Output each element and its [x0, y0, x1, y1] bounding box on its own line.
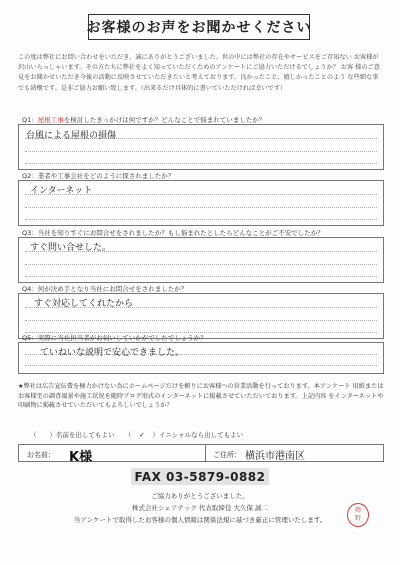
intro-text: この度は弊社にお問い合わせをいただき、誠にありがとうございました。世の中には弊社の存在やサービスをご存知ない お客様が沢山いらっしゃいます。その方たちに弊社をよく知っていただくためのアンケートにご協力いただけるでしょうか？ お客 様のご意見をお聞かせいただき今後の活動に反映させていただきたいと考えております。良かったこと、嬉しかったことのよう な些細な事でも結構です。是非ご協力お願い致します。（出来るだけ具体的に書いていただければ幸いです） — [18, 54, 380, 92]
thanks-text: ご協力ありがとうございました。 — [151, 492, 249, 500]
question-5-label: Q5：実際に当社担当者がお伺いしていかがでしたでしょうか？ — [22, 334, 207, 342]
address-value: 横浜市港南区 — [245, 451, 305, 462]
name-label: お名前： — [27, 451, 55, 459]
answer-rule — [25, 264, 377, 265]
question-1-prefix: Q1： — [22, 116, 38, 124]
company-name: 株式会社シェアテック 代表取締役 大久保 誠二 — [131, 504, 269, 512]
answer-rule — [25, 276, 377, 277]
answer-rule — [25, 163, 377, 164]
page-title: お客様のお声をお聞かせください — [88, 14, 310, 40]
consent-options — [30, 430, 259, 439]
question-1-label — [22, 115, 265, 124]
question-4-label: Q4：何が決め手となり当社にお問合せをされましたか？ — [22, 285, 188, 293]
consent-option-initial-label: ）イニシャルなら出してもよい — [152, 431, 244, 439]
consent-paren-open: （ — [124, 431, 132, 439]
question-1-suffix: を検討したきっかけは何ですか？どんなことで悩まれていましたか？ — [63, 116, 266, 124]
seal-stamp-icon — [347, 503, 369, 527]
question-5-answer: ていねいな説明で安心できました。 — [40, 348, 185, 358]
name-value: K様 — [69, 450, 93, 465]
fax-number: FAX 03-5879-0882 — [131, 468, 269, 485]
consent-option-name[interactable]: （ ）名前を出してもよい — [30, 431, 115, 439]
question-3-answer: すぐ問い合せした。 — [30, 243, 112, 253]
address-label: ご住所： — [213, 451, 241, 459]
question-2-answer: インターネット — [30, 186, 93, 196]
check-mark-icon: ✓ — [139, 431, 145, 439]
answer-rule — [25, 320, 377, 321]
answer-rule — [25, 365, 377, 366]
consent-option-initial[interactable] — [125, 431, 252, 439]
info-divider — [205, 445, 206, 461]
question-2-label: Q2：業者や工事会社をどのように探されましたか？ — [22, 172, 175, 180]
question-3-label: Q3：当社を知りすぐにお問合せをされましたか？もし悩まれたとしたらどんなことがご不安でしたか？ — [22, 229, 324, 237]
question-1-highlight: 屋根工事 — [37, 116, 64, 124]
question-4-answer: すぐ対応してくれたから — [34, 299, 134, 309]
answer-rule — [25, 207, 377, 208]
privacy-note: 当アンケートで取得したお客様の個人情報は関係法規に基づき厳正に管理いたします。 — [73, 516, 327, 524]
answer-rule — [25, 219, 377, 220]
stamp-char-2: 野 — [354, 515, 361, 522]
publication-note: ★弊社は広告宣伝費を極力かけない為にホームページだけを頼りにお客様への営業活動を行っております。本アンケート 用紙またはお客様宅の調査風景や施工状況を随時ブログ形式のインターネットに掲載させていただいております。上記内容 をインターネットや印刷物に掲載させていただいてもよろしいでしょうか？ — [18, 383, 384, 410]
stamp-char-1: 岡 — [354, 507, 361, 514]
customer-info-box — [18, 444, 384, 465]
question-1-answer: 台風による屋根の損傷 — [26, 131, 117, 141]
answer-rule — [25, 151, 377, 152]
